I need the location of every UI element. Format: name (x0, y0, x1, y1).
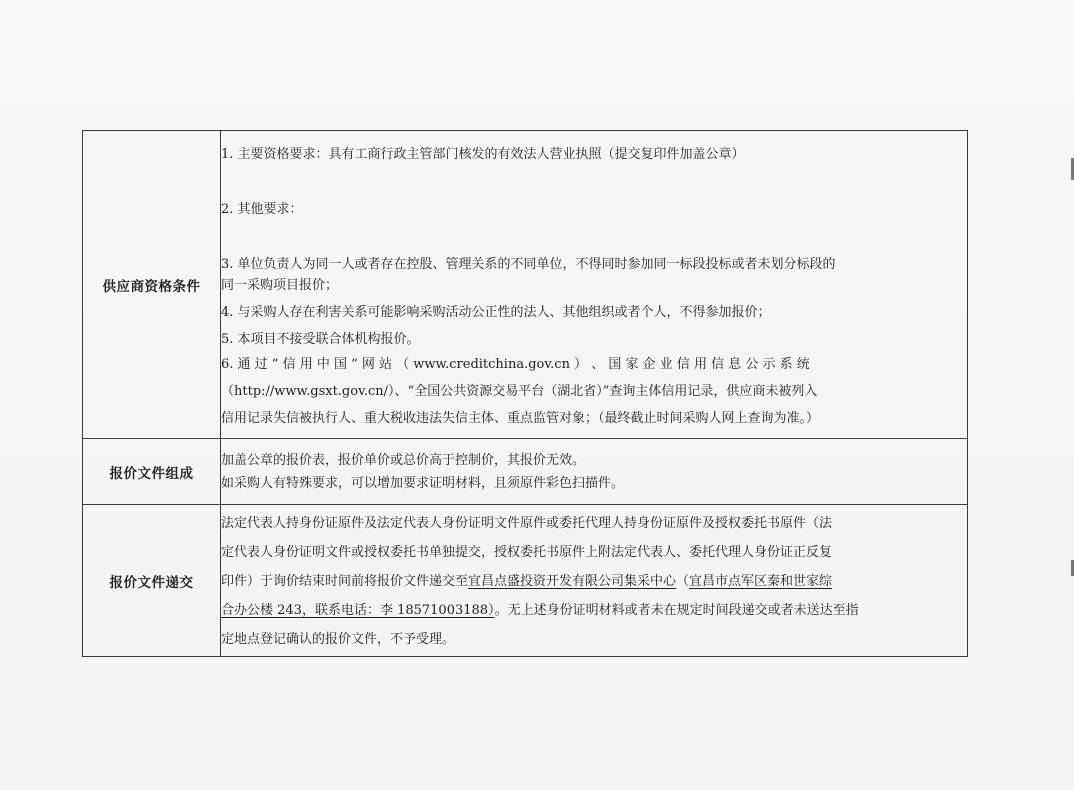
submission-address-contact: 合办公楼 243，联系电话：李 18571003188） (221, 603, 495, 618)
row-content-quote-submission (221, 505, 968, 657)
requirements-table (82, 130, 968, 657)
requirement-line: 信用记录失信被执行人、重大税收违法失信主体、重点监管对象；（最终截止时间采购人网上查询为准。） (221, 411, 820, 426)
submission-line: 定地点登记确认的报价文件，不予受理。 (221, 632, 456, 647)
table-row (83, 505, 968, 657)
submission-text: 印件）于询价结束时间前将报价文件递交至 (221, 574, 469, 589)
submission-text: （ (676, 574, 690, 589)
table-row (83, 439, 968, 505)
row-content-quote-composition (221, 439, 968, 505)
row-content-supplier-qualification (221, 131, 968, 439)
composition-line: 加盖公章的报价表，报价单价或总价高于控制价，其报价无效。 (221, 452, 586, 468)
submission-line (221, 596, 967, 625)
requirement-line: 1. 主要资格要求：具有工商行政主管部门核发的有效法人营业执照（提交复印件加盖公章） (221, 147, 745, 162)
submission-company-name: 宜昌点盛投资开发有限公司集采中心 (468, 574, 677, 589)
submission-line: 法定代表人持身份证原件及法定代表人身份证明文件原件或委托代理人持身份证原件及授权委托书原件（法 (221, 516, 833, 531)
row-label-quote-composition: 报价文件组成 (83, 439, 221, 505)
requirement-line: 6. 通 过 “ 信 用 中 国 ” 网 站 （ www.creditchina.gov.cn ） 、 国 家 企 业 信 用 信 息 公 示 系 统 (221, 357, 810, 372)
requirement-line: 5. 本项目不接受联合体机构报价。 (221, 332, 420, 347)
submission-text: 。无上述身份证明材料或者未在规定时间段递交或者未送达至指 (494, 603, 859, 618)
submission-line: 定代表人身份证明文件或授权委托书单独提交，授权委托书原件上附法定代表人、委托代理人身份证正反复 (221, 545, 833, 560)
composition-line: 如采购人有特殊要求，可以增加要求证明材料，且须原件彩色扫描件。 (221, 475, 625, 491)
row-label-quote-submission: 报价文件递交 (83, 505, 221, 657)
requirement-line: 4. 与采购人存在利害关系可能影响采购活动公正性的法人、其他组织或者个人，不得参加报价； (221, 305, 771, 320)
requirement-line: 2. 其他要求： (221, 202, 303, 217)
requirement-line: 3. 单位负责人为同一人或者存在控股、管理关系的不同单位，不得同时参加同一标段投标或者未划分标段的 (221, 257, 836, 272)
submission-line (221, 567, 967, 596)
table-row (83, 131, 968, 439)
requirement-line: （http://www.gsxt.gov.cn/）、“全国公共资源交易平台（湖北省）”查询主体信用记录，供应商未被列入 (221, 384, 818, 399)
row-label-supplier-qualification: 供应商资格条件 (83, 131, 221, 439)
submission-address: 宜昌市点军区秦和世家综 (689, 574, 833, 589)
requirement-line: 同一采购项目报价； (221, 278, 339, 293)
